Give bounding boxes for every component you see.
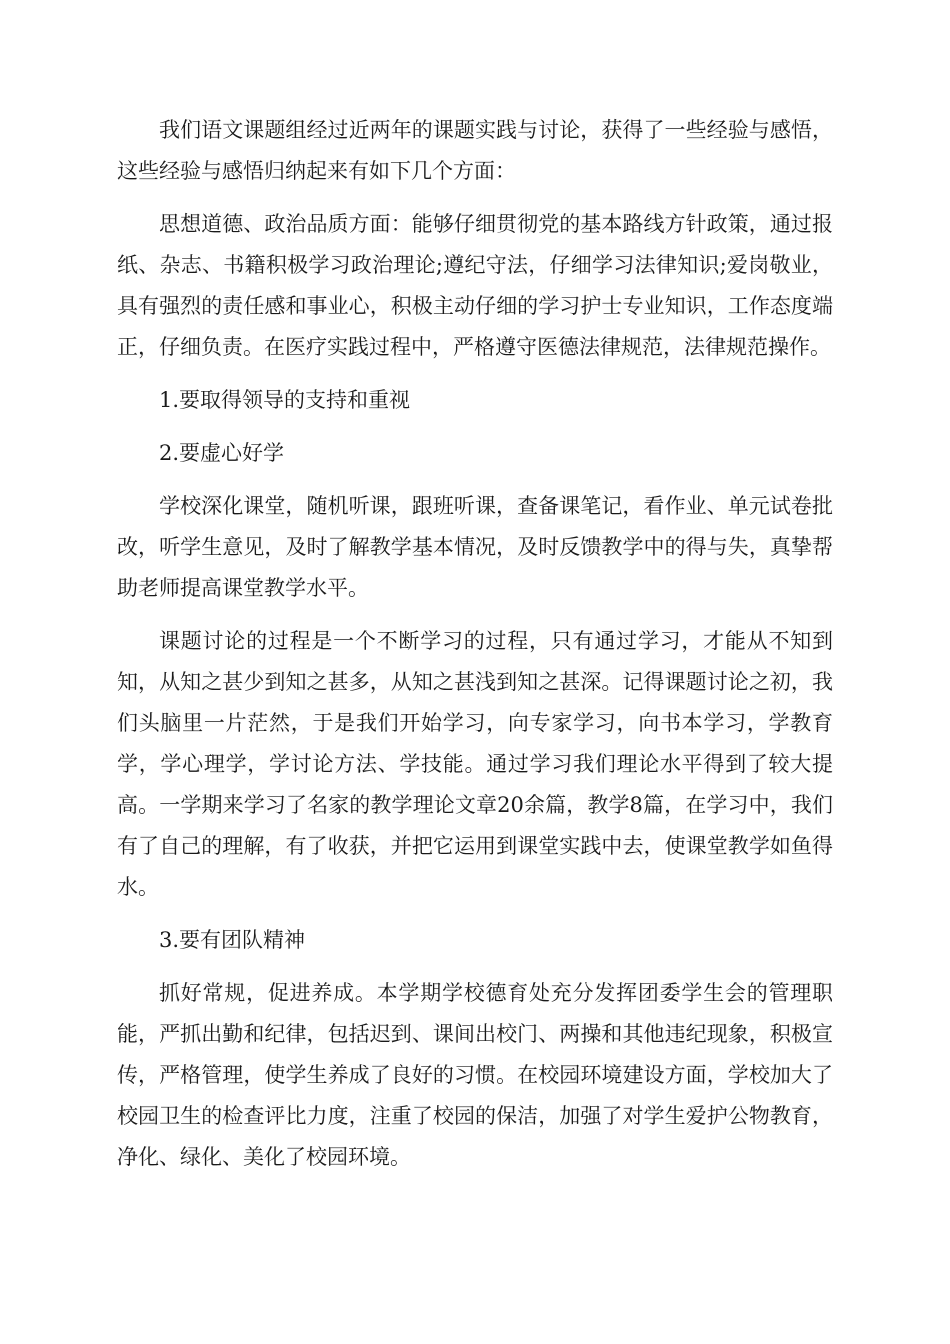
document-body <box>117 110 833 1190</box>
paragraph-routine: 抓好常规，促进养成。本学期学校德育处充分发挥团委学生会的管理职能，严抓出勤和纪律，包括迟到、课间出校门、两操和其他违纪现象，积极宣传，严格管理，使学生养成了良好的习惯。在校园环境建设方面，学校加大了校园卫生的检查评比力度，注重了校园的保洁，加强了对学生爱护公物教育，净化、绿化、美化了校园环境。 <box>117 981 833 1169</box>
list-item-2: 2.要虚心好学 <box>159 441 285 465</box>
paragraph-learning: 课题讨论的过程是一个不断学习的过程，只有通过学习，才能从不知到知，从知之甚少到知之甚多，从知之甚浅到知之甚深。记得课题讨论之初，我们头脑里一片茫然，于是我们开始学习，向专家学习，向书本学习，学教育学，学心理学，学讨论方法、学技能。通过学习我们理论水平得到了较大提高。一学期来学习了名家的教学理论文章20余篇，教学8篇，在学习中，我们有了自己的理解，有了收获，并把它运用到课堂实践中去，使课堂教学如鱼得水。 <box>117 629 833 899</box>
paragraph-moral-quality: 思想道德、政治品质方面：能够仔细贯彻党的基本路线方针政策，通过报纸、杂志、书籍积极学习政治理论;遵纪守法，仔细学习法律知识;爱岗敬业，具有强烈的责任感和事业心，积极主动仔细的学习护士专业知识，工作态度端正，仔细负责。在医疗实践过程中，严格遵守医德法律规范，法律规范操作。 <box>117 212 833 359</box>
list-item-3: 3.要有团队精神 <box>159 928 306 952</box>
list-item-1: 1.要取得领导的支持和重视 <box>159 388 411 412</box>
paragraph-intro: 我们语文课题组经过近两年的课题实践与讨论，获得了一些经验与感悟，这些经验与感悟归纳起来有如下几个方面： <box>117 118 833 183</box>
paragraph-classroom: 学校深化课堂，随机听课，跟班听课，查备课笔记，看作业、单元试卷批改，听学生意见，及时了解教学基本情况，及时反馈教学中的得与失，真挚帮助老师提高课堂教学水平。 <box>117 494 833 600</box>
